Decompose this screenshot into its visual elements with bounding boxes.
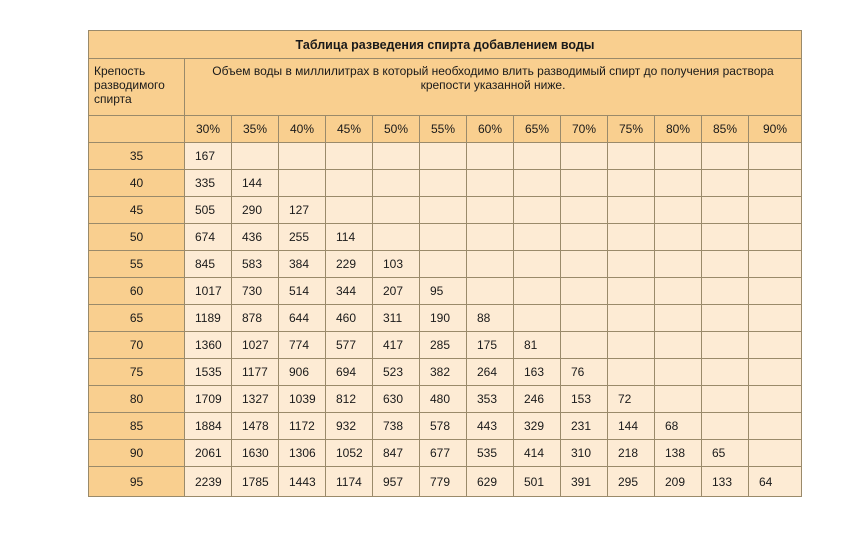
row-label: 55 (89, 251, 185, 278)
table-cell (702, 413, 749, 440)
table-cell: 535 (467, 440, 514, 467)
column-header: 60% (467, 116, 514, 143)
table-cell (608, 224, 655, 251)
table-cell (232, 143, 279, 170)
table-cell: 229 (326, 251, 373, 278)
table-cell: 114 (326, 224, 373, 251)
table-cell: 480 (420, 386, 467, 413)
table-cell: 310 (561, 440, 608, 467)
table-cell: 436 (232, 224, 279, 251)
dilution-table (88, 30, 802, 497)
table-cell (608, 305, 655, 332)
table-cell (561, 170, 608, 197)
table-cell: 311 (373, 305, 420, 332)
table-cell (561, 143, 608, 170)
table-title: Таблица разведения спирта добавлением воды (89, 31, 802, 59)
table-row (89, 143, 802, 170)
table-cell (702, 332, 749, 359)
table-cell: 246 (514, 386, 561, 413)
table-cell (749, 278, 802, 305)
row-header-label: Крепость разводимого спирта (89, 59, 185, 116)
table-cell: 1039 (279, 386, 326, 413)
table-cell: 1785 (232, 467, 279, 497)
column-header: 90% (749, 116, 802, 143)
table-cell (608, 143, 655, 170)
table-cell (514, 143, 561, 170)
table-cell (749, 413, 802, 440)
row-label: 70 (89, 332, 185, 359)
table-cell: 264 (467, 359, 514, 386)
table-row (89, 332, 802, 359)
table-cell: 391 (561, 467, 608, 497)
table-cell: 190 (420, 305, 467, 332)
table-cell (608, 197, 655, 224)
row-label: 50 (89, 224, 185, 251)
table-cell: 1052 (326, 440, 373, 467)
table-cell (608, 278, 655, 305)
table-cell (279, 170, 326, 197)
table-cell: 353 (467, 386, 514, 413)
table-row (89, 359, 802, 386)
table-cell (420, 143, 467, 170)
table-cell: 81 (514, 332, 561, 359)
table-cell (702, 359, 749, 386)
table-cell (373, 224, 420, 251)
dilution-table-container (88, 30, 801, 501)
table-row (89, 197, 802, 224)
table-cell: 76 (561, 359, 608, 386)
table-cell: 68 (655, 413, 702, 440)
table-cell (514, 224, 561, 251)
table-cell (326, 143, 373, 170)
table-cell (655, 143, 702, 170)
table-cell (420, 224, 467, 251)
table-cell (561, 278, 608, 305)
table-cell (749, 251, 802, 278)
table-cell (655, 278, 702, 305)
table-cell: 738 (373, 413, 420, 440)
row-label: 90 (89, 440, 185, 467)
table-cell (467, 224, 514, 251)
table-cell (608, 332, 655, 359)
table-cell: 285 (420, 332, 467, 359)
table-cell: 443 (467, 413, 514, 440)
table-row (89, 413, 802, 440)
table-cell (326, 170, 373, 197)
corner-cell (89, 116, 185, 143)
table-cell: 382 (420, 359, 467, 386)
table-cell (749, 224, 802, 251)
column-header: 45% (326, 116, 373, 143)
table-cell (655, 197, 702, 224)
table-cell: 255 (279, 224, 326, 251)
table-cell: 629 (467, 467, 514, 497)
table-cell: 1174 (326, 467, 373, 497)
table-cell: 163 (514, 359, 561, 386)
table-row (89, 440, 802, 467)
table-cell: 95 (420, 278, 467, 305)
table-cell: 630 (373, 386, 420, 413)
table-cell (702, 197, 749, 224)
table-cell: 677 (420, 440, 467, 467)
table-cell: 384 (279, 251, 326, 278)
table-cell: 505 (185, 197, 232, 224)
column-header: 30% (185, 116, 232, 143)
table-cell: 1177 (232, 359, 279, 386)
table-cell: 730 (232, 278, 279, 305)
table-cell: 144 (232, 170, 279, 197)
table-cell: 878 (232, 305, 279, 332)
table-cell (467, 251, 514, 278)
table-cell: 1360 (185, 332, 232, 359)
column-header: 55% (420, 116, 467, 143)
table-cell (561, 197, 608, 224)
table-cell: 218 (608, 440, 655, 467)
table-cell (561, 305, 608, 332)
table-cell: 578 (420, 413, 467, 440)
table-cell (655, 251, 702, 278)
table-cell: 103 (373, 251, 420, 278)
table-cell: 417 (373, 332, 420, 359)
table-cell (749, 170, 802, 197)
table-cell (373, 143, 420, 170)
table-row (89, 305, 802, 332)
table-row (89, 386, 802, 413)
table-cell: 577 (326, 332, 373, 359)
table-cell: 812 (326, 386, 373, 413)
table-cell: 127 (279, 197, 326, 224)
table-cell (655, 170, 702, 197)
table-cell (702, 386, 749, 413)
table-cell (514, 305, 561, 332)
column-header: 70% (561, 116, 608, 143)
table-cell: 344 (326, 278, 373, 305)
column-header: 80% (655, 116, 702, 143)
table-row (89, 251, 802, 278)
table-cell: 932 (326, 413, 373, 440)
table-cell (655, 359, 702, 386)
table-body (89, 143, 802, 497)
table-cell (608, 359, 655, 386)
table-cell: 65 (702, 440, 749, 467)
table-cell: 335 (185, 170, 232, 197)
table-cell: 1306 (279, 440, 326, 467)
table-cell (373, 170, 420, 197)
table-cell: 779 (420, 467, 467, 497)
table-cell: 1443 (279, 467, 326, 497)
table-row (89, 170, 802, 197)
table-cell: 2061 (185, 440, 232, 467)
table-cell: 501 (514, 467, 561, 497)
row-label: 80 (89, 386, 185, 413)
table-cell (749, 440, 802, 467)
table-cell: 133 (702, 467, 749, 497)
table-cell (749, 332, 802, 359)
table-cell (467, 143, 514, 170)
table-cell (514, 278, 561, 305)
row-label: 95 (89, 467, 185, 497)
table-cell (326, 197, 373, 224)
table-cell (467, 278, 514, 305)
row-label: 75 (89, 359, 185, 386)
column-header: 65% (514, 116, 561, 143)
table-cell: 138 (655, 440, 702, 467)
row-label: 35 (89, 143, 185, 170)
table-cell (279, 143, 326, 170)
table-cell (749, 197, 802, 224)
table-cell: 906 (279, 359, 326, 386)
table-cell (749, 359, 802, 386)
table-cell (420, 251, 467, 278)
row-label: 45 (89, 197, 185, 224)
table-cell: 644 (279, 305, 326, 332)
table-cell: 64 (749, 467, 802, 497)
column-header: 85% (702, 116, 749, 143)
table-cell: 674 (185, 224, 232, 251)
table-cell (373, 197, 420, 224)
table-cell: 1189 (185, 305, 232, 332)
table-cell: 460 (326, 305, 373, 332)
table-cell: 847 (373, 440, 420, 467)
table-cell: 1172 (279, 413, 326, 440)
table-cell (514, 170, 561, 197)
table-cell (420, 197, 467, 224)
table-cell: 414 (514, 440, 561, 467)
table-cell: 295 (608, 467, 655, 497)
table-cell: 329 (514, 413, 561, 440)
table-cell (561, 224, 608, 251)
column-description: Объем воды в миллилитрах в который необходимо влить разводимый спирт до получения раствора крепости указанной ниже. (185, 59, 802, 116)
percent-header-row (89, 116, 802, 143)
table-cell (702, 251, 749, 278)
table-cell: 1884 (185, 413, 232, 440)
table-cell: 523 (373, 359, 420, 386)
table-row (89, 278, 802, 305)
table-cell (702, 305, 749, 332)
table-cell: 583 (232, 251, 279, 278)
table-cell: 209 (655, 467, 702, 497)
row-label: 85 (89, 413, 185, 440)
column-header: 50% (373, 116, 420, 143)
table-cell (514, 251, 561, 278)
table-cell: 1017 (185, 278, 232, 305)
table-cell (514, 197, 561, 224)
table-cell: 290 (232, 197, 279, 224)
table-cell: 774 (279, 332, 326, 359)
table-cell: 514 (279, 278, 326, 305)
column-header: 35% (232, 116, 279, 143)
row-label: 60 (89, 278, 185, 305)
table-cell: 144 (608, 413, 655, 440)
table-cell: 231 (561, 413, 608, 440)
column-header: 40% (279, 116, 326, 143)
table-row (89, 224, 802, 251)
table-cell: 694 (326, 359, 373, 386)
table-cell (608, 170, 655, 197)
table-cell (561, 251, 608, 278)
table-cell: 1478 (232, 413, 279, 440)
table-cell (702, 143, 749, 170)
table-cell: 88 (467, 305, 514, 332)
table-cell (702, 224, 749, 251)
table-cell: 1709 (185, 386, 232, 413)
table-cell: 72 (608, 386, 655, 413)
table-cell (420, 170, 467, 197)
table-cell: 2239 (185, 467, 232, 497)
row-label: 40 (89, 170, 185, 197)
table-cell (749, 305, 802, 332)
table-cell (655, 332, 702, 359)
table-cell (561, 332, 608, 359)
table-cell: 1027 (232, 332, 279, 359)
table-cell (702, 278, 749, 305)
table-cell: 167 (185, 143, 232, 170)
table-cell: 1327 (232, 386, 279, 413)
table-cell (655, 386, 702, 413)
table-cell (702, 170, 749, 197)
table-cell (749, 386, 802, 413)
table-cell (608, 251, 655, 278)
column-header: 75% (608, 116, 655, 143)
table-cell (655, 305, 702, 332)
table-row (89, 467, 802, 497)
table-cell: 1535 (185, 359, 232, 386)
table-cell (749, 143, 802, 170)
table-cell: 1630 (232, 440, 279, 467)
row-label: 65 (89, 305, 185, 332)
table-cell: 207 (373, 278, 420, 305)
table-cell: 153 (561, 386, 608, 413)
table-cell: 957 (373, 467, 420, 497)
table-cell (467, 197, 514, 224)
table-cell (655, 224, 702, 251)
table-cell (467, 170, 514, 197)
table-cell: 845 (185, 251, 232, 278)
table-cell: 175 (467, 332, 514, 359)
